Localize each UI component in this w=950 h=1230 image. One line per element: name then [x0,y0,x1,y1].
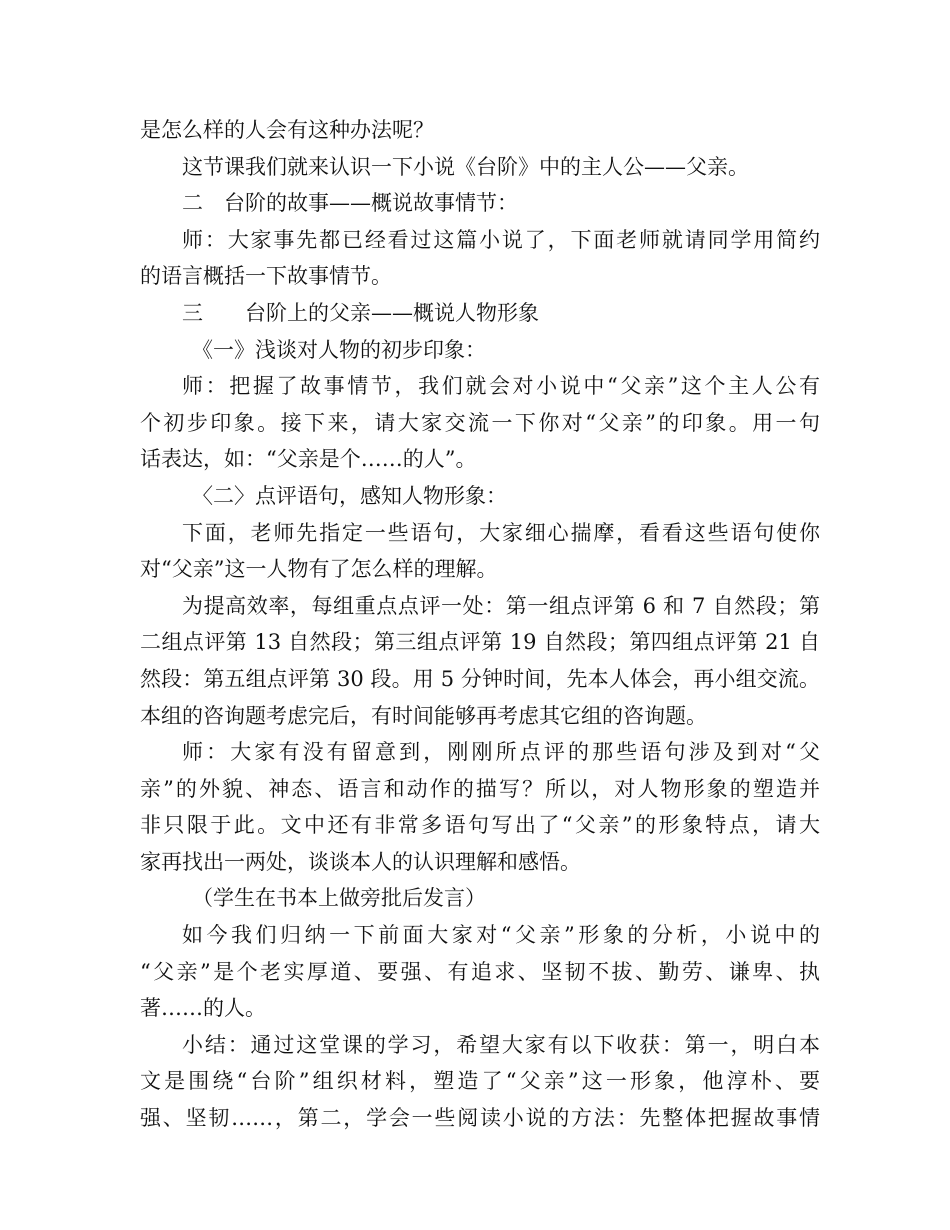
text-line: 家再找出一两处，谈谈本人的认识理解和感悟。 [140,849,581,874]
text-line: 本组的咨询题考虑完后，有时间能够再考虑其它组的咨询题。 [140,703,707,728]
text-line: 个初步印象。接下来，请大家交流一下你对“父亲”的印象。用一句 [140,410,820,435]
text-line: 师：大家有没有留意到，刚刚所点评的那些语句涉及到对“父 [182,740,820,765]
text-line: 为提高效率，每组重点点评一处：第一组点评第 6 和 7 自然段；第 [182,593,820,618]
section-heading: 三 台阶上的父亲——概说人物形象 [182,300,539,325]
text-line: 然段：第五组点评第 30 段。用 5 分钟时间，先本人体会，再小组交流。 [140,666,820,691]
text-line: 小结：通过这堂课的学习，希望大家有以下收获：第一，明白本 [182,1032,820,1057]
text-line: 二组点评第 13 自然段；第三组点评第 19 自然段；第四组点评第 21 自 [140,630,820,655]
text-line: 文是围绕“台阶”组织材料，塑造了“父亲”这一形象，他淳朴、要 [140,1069,820,1094]
document-body [140,112,820,1137]
section-heading: 二 台阶的故事——概说故事情节： [182,191,518,216]
text-line: 非只限于此。文中还有非常多语句写出了“父亲”的形象特点，请大 [140,813,820,838]
text-line: 强、坚韧……，第二，学会一些阅读小说的方法：先整体把握故事情 [140,1106,820,1131]
text-line: 这节课我们就来认识一下小说《台阶》中的主人公——父亲。 [182,154,749,179]
subsection-heading: 〈二〉点评语句，感知人物形象： [192,483,507,508]
text-line: 对“父亲”这一人物有了怎么样的理解。 [140,557,498,582]
subsection-heading: 《一》浅谈对人物的初步印象： [192,337,486,362]
text-line: 亲”的外貌、神态、语言和动作的描写？所以，对人物形象的塑造并 [140,776,820,801]
text-line: 如今我们归纳一下前面大家对“父亲”形象的分析，小说中的 [182,923,820,948]
text-line: “父亲”是个老实厚道、要强、有追求、坚韧不拔、勤劳、谦卑、执 [140,959,820,984]
text-line: 话表达，如：“父亲是个……的人”。 [140,447,477,472]
text-line: 师：把握了故事情节，我们就会对小说中“父亲”这个主人公有 [182,374,820,399]
text-line: （学生在书本上做旁批后发言） [192,886,486,911]
text-line: 下面，老师先指定一些语句，大家细心揣摩，看看这些语句使你 [182,520,820,545]
text-line: 著……的人。 [140,996,266,1021]
text-line: 的语言概括一下故事情节。 [140,264,392,289]
text-line: 是怎么样的人会有这种办法呢？ [140,118,434,142]
text-line: 师：大家事先都已经看过这篇小说了，下面老师就请同学用简约 [182,227,820,252]
